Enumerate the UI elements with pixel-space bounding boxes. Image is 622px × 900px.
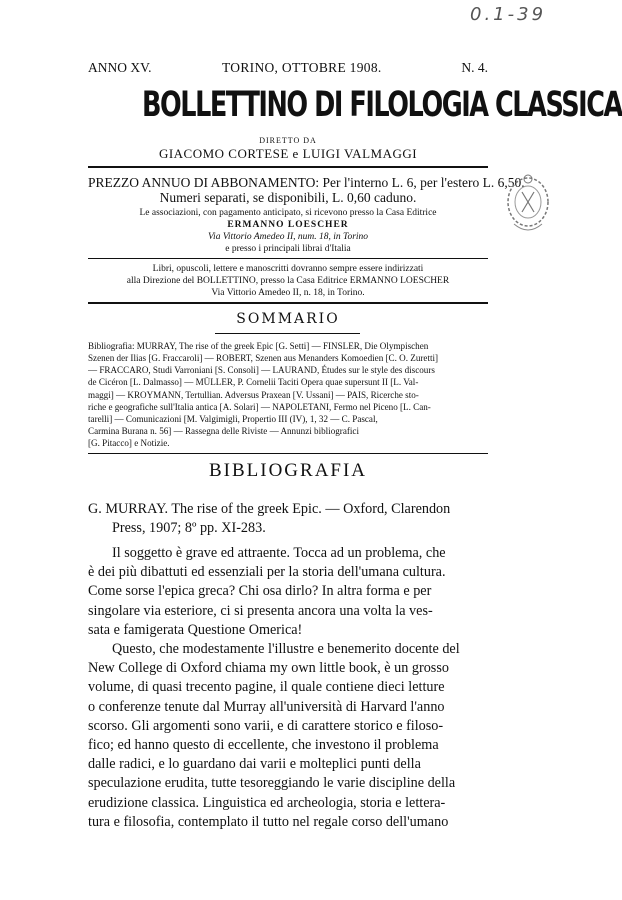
correspondence-line-3: Via Vittorio Amedeo II, n. 18, in Torino. xyxy=(211,288,365,298)
text-line: Il soggetto è grave ed attraente. Tocca ad un problema, che xyxy=(112,545,446,561)
correspondence-line-2: alla Direzione del BOLLETTINO, presso la Casa Editrice ERMANNO LOESCHER xyxy=(126,276,450,286)
summary-line: riche e geografiche sull'Italia antica [A. Solari] — NAPOLETANI, Fermo nel Piceno [L. Can- xyxy=(88,401,431,412)
handwritten-shelfmark: 0.1-39 xyxy=(470,4,547,25)
text-line: è dei più dibattuti ed essenziali per la storia dell'umana cultura. xyxy=(88,564,446,581)
citation-line: G. MURRAY. The rise of the greek Epic. — Oxford, Clarendon xyxy=(88,501,451,517)
summary-line: tarelli] — Comunicazioni [M. Valgimigli, Propertio III (IV), 1, 32 — C. Pascal, xyxy=(88,413,378,424)
text-line: erudizione classica. Linguistica ed archeologia, storia e lettera- xyxy=(88,794,446,811)
summary-heading: SOMMARIO xyxy=(236,311,340,327)
summary-contents xyxy=(88,340,488,449)
volume-label: ANNO XV. xyxy=(88,60,152,75)
summary-line: Bibliografia: MURRAY, The rise of the greek Epic [G. Setti] — FINSLER, Die Olympischen xyxy=(88,341,429,351)
text-line: volume, di quasi trecento pagine, il quale contiene dieci letture xyxy=(88,679,445,696)
summary-line: maggi] — KROYMANN, Tertullian. Adversus Praxean [V. Ussani] — PAIS, Ricerche sto- xyxy=(88,389,419,400)
text-line: o conferenze tenute dal Murray all'università di Harvard l'anno xyxy=(88,698,445,715)
summary-line: de Cicéron [L. Dalmasso] — MÜLLER, P. Cornelii Taciti Opera quae supersunt II [L. Val- xyxy=(88,377,419,388)
publisher-address: Via Vittorio Amedeo II, num. 18, in Torino xyxy=(207,232,369,242)
summary-line: Carmina Burana n. 56] — Rassegna delle Riviste — Annunzi bibliografici xyxy=(88,426,359,437)
subscription-note: Le associazioni, con pagamento anticipato, si ricevono presso la Casa Editrice xyxy=(139,208,437,218)
text-line: tura e filosofia, contemplato il tutto nel regale corso dell'umano xyxy=(88,813,449,830)
correspondence-line-1: Libri, opuscoli, lettere e manoscritti dovranno sempre essere indirizzati xyxy=(152,264,424,274)
text-line: Questo, che modestamente l'illustre e benemerito docente del xyxy=(112,641,460,657)
bookseller-note: e presso i principali librai d'Italia xyxy=(225,244,351,254)
subscription-price: PREZZO ANNUO DI ABBONAMENTO: Per l'interno L. 6, per l'estero L. 6,50. xyxy=(88,175,525,190)
text-line: sata e famigerata Questione Omerica! xyxy=(88,621,303,638)
correspondence-divider xyxy=(88,302,488,304)
text-line: singolare via esteriore, ci si presenta ancora una volta la ves- xyxy=(88,602,433,619)
directed-by-label: DIRETTO DA xyxy=(259,136,317,145)
citation-line: Press, 1907; 8º pp. XI-283. xyxy=(112,520,266,537)
review-paragraph-2 xyxy=(88,640,488,832)
header-divider xyxy=(88,166,488,168)
single-issue-price: Numeri separati, se disponibili, L. 0,60 caduno. xyxy=(159,190,417,205)
summary-underline xyxy=(215,333,360,334)
library-stamp-icon xyxy=(500,172,556,238)
journal-title: BOLLETTINO DI FILOLOGIA CLASSICA xyxy=(142,85,622,125)
section-heading: BIBLIOGRAFIA xyxy=(208,460,368,481)
text-line: scorso. Gli argomenti sono varii, e di carattere storico e filoso- xyxy=(88,717,444,734)
review-citation xyxy=(88,500,488,538)
summary-divider xyxy=(88,453,488,454)
summary-line: [G. Pitacco] e Notizie. xyxy=(88,438,170,449)
summary-line: Szenen der Ilias [G. Fraccaroli] — ROBERT, Szenen aus Menanders Komoedien [C. O. Zuretti] xyxy=(88,353,439,364)
text-line: speculazione erudita, tutte tesoreggiando le varie discipline della xyxy=(88,775,456,792)
editors-names: GIACOMO CORTESE e LUIGI VALMAGGI xyxy=(158,146,418,161)
date-label: TORINO, OTTOBRE 1908. xyxy=(222,60,382,75)
pricing-divider xyxy=(88,258,488,259)
summary-line: — FRACCARO, Studi Varroniani [S. Consoli] — LAURAND, Études sur le style des discours xyxy=(88,365,435,376)
text-line: Come sorse l'epica greca? Chi osa dirlo? In altra forma e per xyxy=(88,583,432,600)
text-line: fico; ed hanno questo di eccellente, che investono il problema xyxy=(88,737,439,754)
review-paragraph-1 xyxy=(88,544,488,640)
issue-number: N. 4. xyxy=(461,60,488,75)
publisher-name: ERMANNO LOESCHER xyxy=(227,220,349,230)
text-line: dalle radici, e lo guardano dai varii e molteplici punti della xyxy=(88,756,421,773)
text-line: New College di Oxford chiama my own little book, è un grosso xyxy=(88,660,449,677)
